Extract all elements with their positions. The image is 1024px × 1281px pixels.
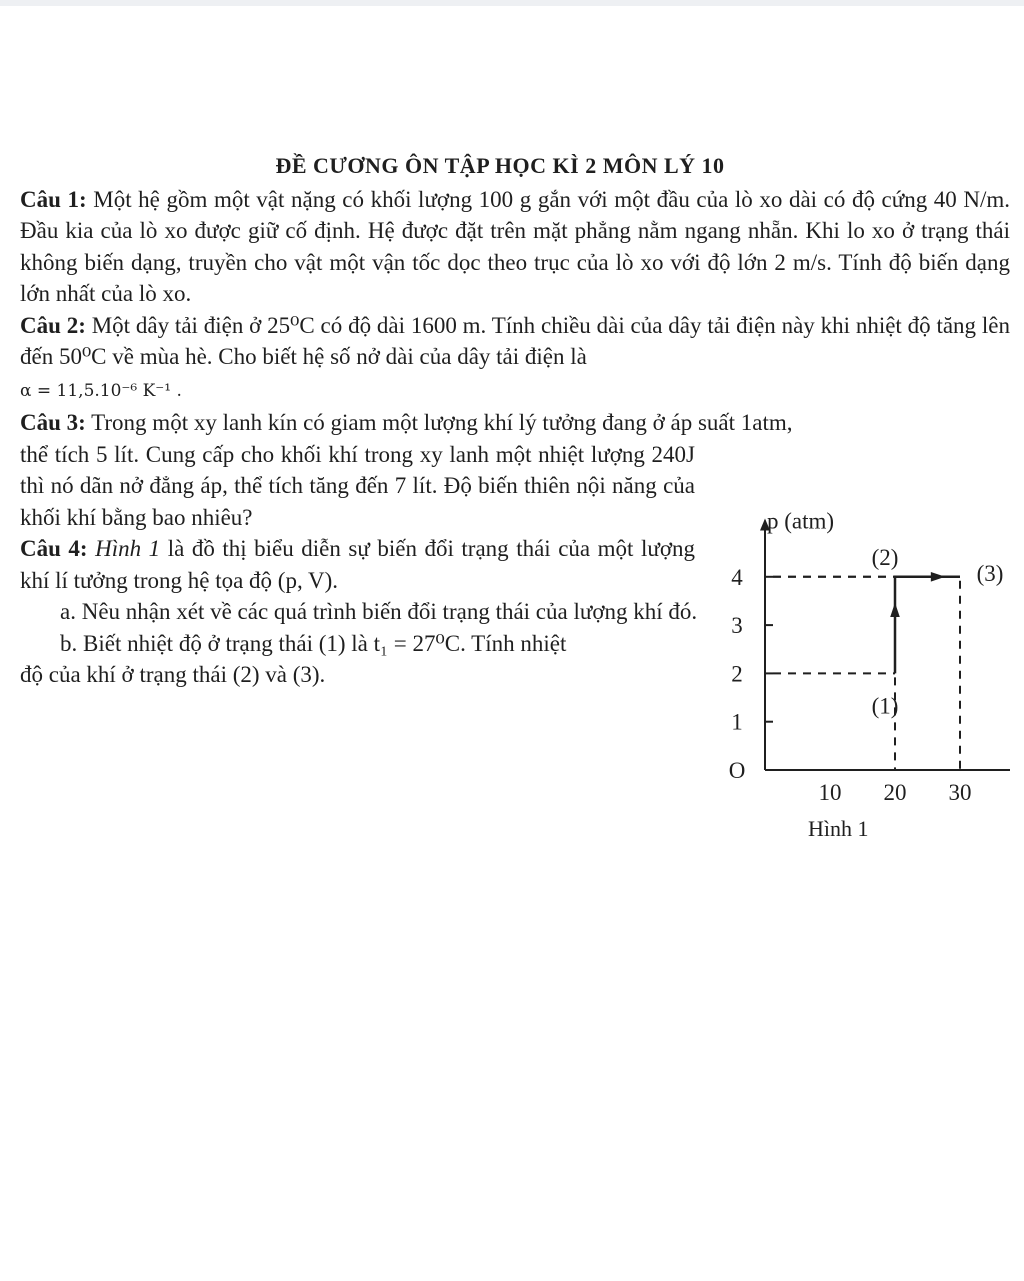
q2-text: Một dây tải điện ở 25⁰C có độ dài 1600 m. Tính chiều dài của dây tải điện này khi nhiệt độ tăng lên đến 50⁰C về mùa hè. Cho biết hệ số nở dài của dây tải điện là	[20, 312, 1010, 369]
q3-line1: Trong một xy lanh kín có giam một lượng khí lý tưởng đang ở áp suất 1atm,	[91, 410, 793, 435]
question-1	[20, 184, 1010, 310]
state-label: (1)	[871, 693, 899, 719]
y-tick-label: 2	[731, 661, 743, 687]
q1-text: Một hệ gồm một vật nặng có khối lượng 100 g gắn với một đầu của lò xo dài có độ cứng 40 N/m. Đầu kia của lò xo được giữ cố định. Hệ được đặt trên mặt phẳng nằm ngang nhẵn. Khi lo xo ở trạng thái không biến dạng, truyền cho vật một vận tốc dọc theo trục của lò xo với độ lớn 2 m/s. Tính độ biến dạng lớn nhất của lò xo.	[20, 186, 1011, 306]
top-bar	[0, 0, 1024, 6]
state-label: (2)	[871, 544, 899, 570]
y-tick-label: 3	[731, 613, 743, 639]
q4-part-b-line1: b. Biết nhiệt độ ở trạng thái (1) là t₁ = 27⁰C. Tính nhiệt	[60, 630, 567, 656]
q4-fig-ref: Hình 1	[95, 536, 161, 561]
q1-label: Câu 1:	[20, 186, 87, 212]
q4-text: là đồ thị biểu diễn sự biến đổi trạng thái của một lượng khí lí tưởng trong hệ tọa độ (p, V).	[20, 536, 695, 593]
question-4	[20, 533, 695, 596]
x-tick-label: 10	[818, 780, 842, 805]
process-path	[895, 577, 960, 674]
question-3	[20, 407, 1010, 439]
q4-label: Câu 4:	[20, 536, 88, 561]
y-axis-label: p (atm)	[767, 508, 835, 534]
y-tick-label: 1	[731, 709, 743, 735]
x-tick-label: 20	[883, 780, 907, 805]
origin-label: O	[728, 758, 746, 783]
q4-part-a: a. Nêu nhận xét về các quá trình biến đổi trạng thái của lượng khí đó.	[60, 599, 698, 624]
q4-part-b-line2: độ của khí ở trạng thái (2) và (3).	[20, 662, 326, 687]
process-arrow	[931, 572, 945, 582]
figure-caption: Hình 1	[808, 816, 869, 841]
state-label: (3)	[976, 560, 1004, 586]
x-tick-label: 30	[948, 780, 972, 805]
pv-chart	[710, 455, 1020, 855]
process-arrow	[890, 603, 900, 617]
q3-label: Câu 3:	[20, 410, 86, 435]
q2-label: Câu 2:	[20, 312, 86, 338]
question-3-rest: thể tích 5 lít. Cung cấp cho khối khí trong xy lanh một nhiệt lượng 240J thì nó dãn nở đẳng áp, thể tích tăng đến 7 lít. Độ biến thiên nội năng của khối khí bằng bao nhiêu?	[20, 441, 695, 530]
question-2	[20, 310, 1010, 408]
page-title: ĐỀ CƯƠNG ÔN TẬP HỌC KÌ 2 MÔN LÝ 10	[275, 153, 725, 178]
y-tick-label: 4	[731, 564, 743, 590]
q2-formula: α = 11,5.10⁻⁶ K⁻¹ .	[20, 380, 182, 401]
